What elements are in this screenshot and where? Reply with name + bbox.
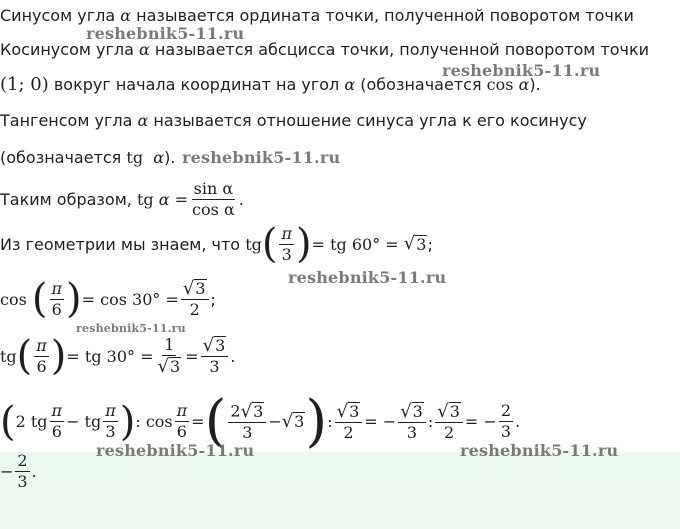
- radicand: 3: [170, 357, 181, 376]
- denominator: 3: [406, 422, 418, 442]
- fraction-sqrt3-over-2: √ 3 2: [435, 402, 463, 441]
- equals-sign: =: [191, 412, 205, 431]
- denominator: 6: [51, 422, 62, 441]
- paragraph-tg-notation: [0, 148, 175, 168]
- tg-symbol: tg: [245, 234, 262, 254]
- numerator: 1: [164, 335, 175, 355]
- text: − tg: [66, 412, 102, 431]
- fraction-pi-over-3: [103, 402, 118, 440]
- watermark: reshebnik5-11.ru: [182, 148, 341, 167]
- fraction-2-over-3: [15, 452, 29, 490]
- text: (обозначается: [0, 148, 122, 167]
- alpha-symbol: α: [518, 75, 530, 94]
- text: .: [31, 461, 37, 481]
- alpha-symbol: α: [137, 111, 149, 130]
- fraction-sin-over-cos: [190, 180, 237, 218]
- fraction-sqrt3-over-2: √ 3 2: [181, 279, 209, 318]
- paragraph-tangent-definition: [0, 111, 587, 131]
- numerator: π: [51, 401, 63, 421]
- radicand: 3: [215, 336, 226, 356]
- tg-symbol: tg: [0, 346, 17, 366]
- minus-sign: −: [0, 461, 14, 481]
- watermark: reshebnik5-11.ru: [460, 441, 619, 460]
- fraction-pi-over-6: [50, 280, 65, 318]
- numerator: 2: [17, 451, 28, 470]
- text: Синусом угла: [0, 6, 116, 25]
- text: ;: [210, 289, 216, 309]
- text: .: [515, 412, 521, 431]
- text: вокруг начала координат на угол: [53, 75, 340, 94]
- watermark: reshebnik5-11.ru: [442, 61, 601, 80]
- text: .: [238, 189, 244, 209]
- denominator: 6: [176, 422, 187, 441]
- tg-symbol: tg: [136, 189, 154, 209]
- text: = tg 60° =: [311, 234, 399, 254]
- text: Таким образом,: [0, 189, 132, 209]
- numerator: π: [51, 278, 63, 298]
- fraction-sqrt3-over-2: √ 3 2: [335, 402, 363, 441]
- denominator: 3: [281, 244, 292, 264]
- text: = tg 30° =: [66, 346, 154, 366]
- alpha-symbol: α: [158, 189, 170, 209]
- paren-close: ): [119, 398, 136, 445]
- paren-open: (: [0, 398, 16, 445]
- denominator: 3: [500, 422, 512, 441]
- denominator: 3: [105, 422, 116, 441]
- formula-tg-pi-over-3: [0, 221, 433, 267]
- answer-highlight: [0, 452, 680, 529]
- formula-tg-pi-over-6: [0, 333, 235, 379]
- numerator: 2: [500, 401, 512, 421]
- paren-open: (: [16, 333, 33, 379]
- numerator: sin α: [193, 179, 234, 198]
- formula-answer: [0, 452, 37, 490]
- numerator: π: [176, 401, 188, 421]
- denominator: 2: [189, 300, 200, 319]
- denominator: 3: [17, 471, 28, 491]
- radicand: 3: [253, 401, 264, 421]
- text: = −: [464, 412, 497, 431]
- equals-sign: =: [174, 189, 189, 209]
- alpha-symbol: α: [344, 75, 356, 94]
- text: ).: [529, 75, 541, 94]
- radicand: 3: [195, 279, 206, 299]
- radicand: 3: [412, 401, 423, 421]
- fraction-2sqrt3-over-3: 2 √ 3 3: [228, 402, 266, 441]
- text: = cos 30° =: [81, 289, 179, 309]
- text: ).: [164, 148, 176, 167]
- sqrt-3: √ 3: [281, 410, 305, 432]
- fraction-pi-over-6: [175, 402, 190, 440]
- fraction-1-over-sqrt3: 1 √ 3: [157, 335, 181, 377]
- text: ;: [427, 234, 433, 254]
- paren-close: ): [295, 221, 312, 267]
- fraction-sqrt3-over-3: √ 3 3: [201, 336, 229, 375]
- paragraph-sine-definition: [0, 6, 634, 26]
- text: = −: [364, 412, 397, 431]
- text: Из геометрии мы знаем, что: [0, 234, 241, 254]
- paren-close: ): [305, 389, 328, 454]
- text: называется абсцисса точки, полученной поворотом точки: [154, 40, 650, 59]
- alpha-symbol: α: [139, 40, 150, 59]
- numerator: π: [36, 335, 47, 355]
- denominator: 6: [51, 299, 62, 319]
- formula-main-expression: [0, 389, 520, 454]
- denominator: 6: [36, 356, 47, 376]
- radicand: 3: [294, 412, 305, 432]
- text: (обозначается: [360, 75, 482, 94]
- text: : cos: [135, 412, 173, 431]
- text: Косинусом угла: [0, 40, 134, 59]
- denominator: 3: [209, 357, 220, 376]
- radicand: 3: [449, 401, 460, 421]
- paren-open: (: [204, 389, 227, 454]
- alpha-symbol: α: [153, 148, 165, 167]
- fraction-2-over-3: [499, 402, 513, 440]
- paragraph-cosine-definition: [0, 40, 649, 60]
- watermark: reshebnik5-11.ru: [288, 268, 447, 287]
- text: 2 tg: [15, 412, 48, 431]
- paren-open: (: [31, 276, 48, 322]
- alpha-symbol: α: [120, 6, 132, 25]
- radicand: 3: [349, 401, 360, 421]
- cos-symbol: cos: [486, 75, 514, 94]
- fraction-pi-over-6: [50, 402, 65, 440]
- watermark: reshebnik5-11.ru: [76, 322, 186, 335]
- sqrt-3: √ 3: [403, 233, 427, 255]
- coefficient: 2: [230, 401, 241, 421]
- denominator: 2: [343, 422, 354, 442]
- formula-cos-pi-over-6: [0, 276, 216, 322]
- colon: :: [427, 412, 434, 431]
- watermark: reshebnik5-11.ru: [86, 24, 245, 43]
- formula-tg-definition: [0, 180, 244, 218]
- cos-symbol: cos: [0, 289, 27, 309]
- text: называется отношение синуса угла к его косинусу: [153, 111, 587, 130]
- text: называется ордината точки, полученной поворотом точки: [136, 6, 634, 25]
- text: Тангенсом угла: [0, 111, 133, 130]
- paren-open: (: [261, 221, 278, 267]
- fraction-sqrt3-over-3: √ 3 3: [398, 402, 426, 441]
- fraction-pi-over-3: [279, 225, 294, 263]
- minus-sign: −: [268, 412, 282, 431]
- denominator: 2: [443, 422, 455, 442]
- paren-close: ): [50, 333, 67, 379]
- fraction-pi-over-6: [34, 337, 49, 375]
- radicand: 3: [416, 234, 427, 254]
- colon: :: [327, 412, 333, 431]
- watermark: reshebnik5-11.ru: [96, 441, 255, 460]
- text: .: [230, 346, 236, 366]
- denominator: 3: [242, 422, 253, 442]
- equals-sign: =: [185, 346, 199, 366]
- numerator: π: [281, 223, 292, 243]
- point-coordinates: (1; 0): [0, 74, 49, 95]
- denominator: cos α: [192, 199, 235, 219]
- numerator: π: [105, 401, 116, 421]
- tg-symbol: tg: [126, 148, 144, 167]
- paren-close: ): [66, 276, 82, 322]
